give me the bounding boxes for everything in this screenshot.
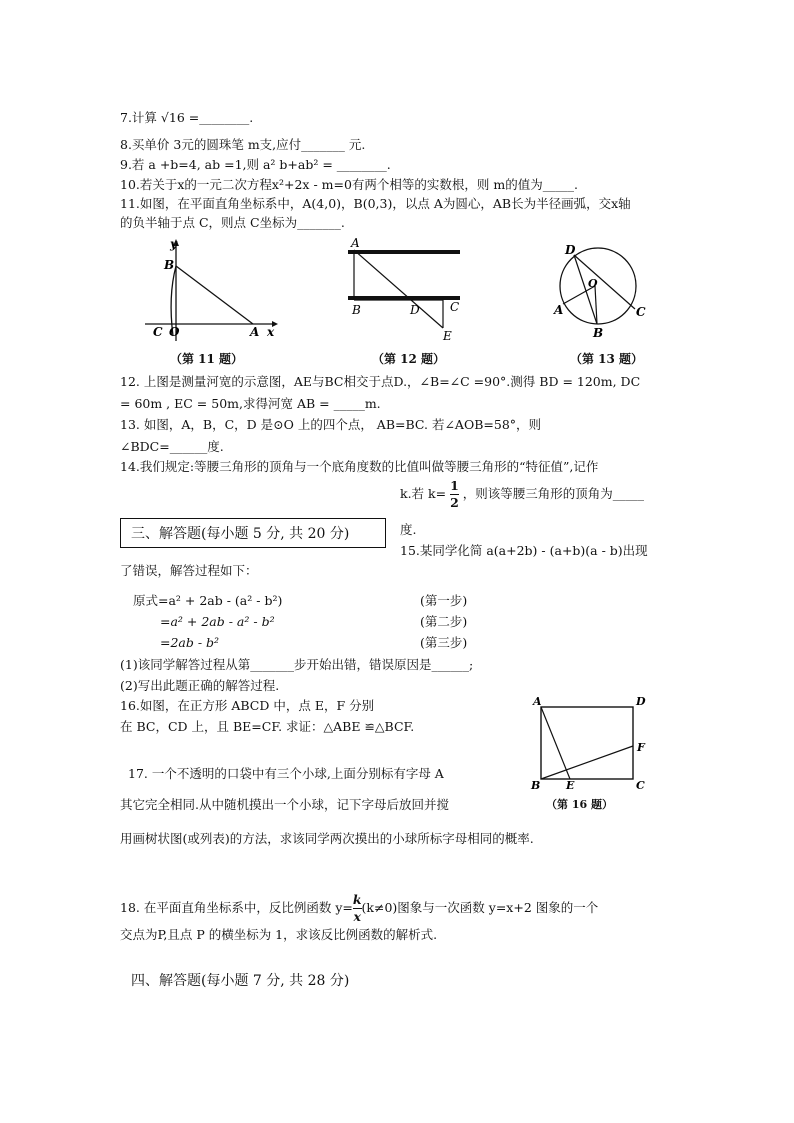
question-11-line2 <box>120 215 345 231</box>
q18-text-a: 18. 在平面直角坐标系中，反比例函数 y= <box>120 900 353 915</box>
question-18-line1 <box>120 892 598 925</box>
question-15-part2: (2)写出此题正确的解答过程. <box>120 678 280 693</box>
segment-ae <box>541 707 570 779</box>
label-d: D <box>636 695 646 708</box>
question-17-line2: 其它完全相同.从中随机摸出一个小球，记下字母后放回并搅 <box>120 797 449 812</box>
q7-text: 7.计算 √16 = <box>120 110 200 125</box>
label-b: B <box>352 303 361 317</box>
question-15-part1: (1)该同学解答过程从第_______步开始出错，错误原因是______; <box>120 657 474 672</box>
question-16-line2: 在 BC，CD 上，且 BE=CF. 求证：△ABE ≌△BCF. <box>120 719 415 734</box>
square-abcd <box>541 707 633 779</box>
frac-numerator: 1 <box>450 478 459 493</box>
q14-k-text: k.若 k= <box>400 486 447 501</box>
q8-unit: 元. <box>348 137 366 152</box>
frac-denominator: 2 <box>450 495 459 510</box>
question-18-line2: 交点为P,且点 P 的横坐标为 1，求该反比例函数的解析式. <box>120 927 438 942</box>
label-a: A <box>250 325 260 339</box>
label-a: A <box>351 236 360 250</box>
figure-13-caption: （第 13 题） <box>570 352 644 366</box>
label-a: A <box>533 695 542 708</box>
question-14-line2 <box>400 478 644 511</box>
q11-text: 的负半轴于点 C，则点 C坐标为 <box>120 215 298 230</box>
q10-blank: _____. <box>542 177 578 192</box>
question-17-line3: 用画树状图(或列表)的方法，求该同学两次摸出的小球所标字母相同的概率. <box>120 831 534 846</box>
label-c: C <box>450 300 460 314</box>
label-c: C <box>636 779 645 792</box>
figure-11-caption: （第 11 题） <box>170 352 244 366</box>
question-12-line1: 12. 上图是测量河宽的示意图，AE与BC相交于点D.，∠B=∠C =90°.测得 BD = 120m, DC <box>120 374 641 389</box>
label-b: B <box>164 258 175 272</box>
figure-12 <box>340 236 470 346</box>
circle-o <box>560 248 636 324</box>
label-o: O <box>169 325 180 339</box>
q11-blank: _______. <box>297 215 345 230</box>
label-d: D <box>410 303 420 317</box>
question-13-line2: ∠BDC=______度. <box>120 439 224 454</box>
question-7 <box>120 110 253 126</box>
label-o: O <box>588 277 598 290</box>
label-e: E <box>443 329 452 343</box>
label-f: F <box>637 741 645 754</box>
section-4-title: 四、解答题(每小题 7 分, 共 28 分) <box>131 973 350 989</box>
question-14-line1: 14.我们规定:等腰三角形的顶角与一个底角度数的比值叫做等腰三角形的“特征值”,记作 <box>120 459 599 474</box>
q9-text: 9.若 a +b=4, ab =1,则 a² b+ab² = <box>120 157 333 172</box>
section-3-title: 三、解答题(每小题 5 分, 共 20 分) <box>120 518 386 548</box>
segment-ab <box>176 266 253 324</box>
question-12-line2: = 60m , EC = 50m,求得河宽 AB = _____m. <box>120 396 381 411</box>
label-c: C <box>153 325 163 339</box>
figure-16-caption: （第 16 题） <box>546 798 613 811</box>
q18-text-b: (k≠0)图象与一次函数 y=x+2 图象的一个 <box>361 900 599 915</box>
figure-16 <box>523 694 673 794</box>
label-e: E <box>566 779 575 792</box>
step-2-label: (第二步) <box>420 614 468 629</box>
q14-tail: ，则该等腰三角形的顶角为_____ <box>462 486 645 501</box>
frac-k: k <box>352 892 362 907</box>
river-bank-bottom <box>348 296 460 300</box>
q10-text: 10.若关于x的一元二次方程x²+2x - m=0有两个相等的实数根，则 m的值为 <box>120 177 543 192</box>
label-d: D <box>565 243 576 257</box>
question-11-line1: 11.如图，在平面直角坐标系中，A(4,0)，B(0,3)，以点 A为圆心，AB长为半径画弧，交x轴 <box>120 196 631 211</box>
frac-x: x <box>353 909 361 924</box>
label-y: y <box>170 237 177 251</box>
figure-13 <box>550 236 650 346</box>
question-10 <box>120 177 578 193</box>
q7-blank: ________. <box>199 110 254 125</box>
question-9 <box>120 157 391 173</box>
river-bank-top <box>348 250 460 254</box>
question-16-line1: 16.如图，在正方形 ABCD 中，点 E，F 分别 <box>120 698 375 713</box>
label-x: x <box>267 325 275 339</box>
fraction-half <box>450 478 459 511</box>
question-15-line2: 了错误，解答过程如下： <box>120 563 258 578</box>
step-3-label: (第三步) <box>420 635 468 650</box>
label-a: A <box>554 303 564 317</box>
figure-11 <box>140 236 280 346</box>
label-b: B <box>531 779 541 792</box>
label-c: C <box>636 305 646 319</box>
step-1-label: (第一步) <box>420 593 468 608</box>
figure-12-caption: （第 12 题） <box>372 352 446 366</box>
step-2-expr: =a² + 2ab - a² - b² <box>160 614 275 629</box>
step-1-expr: 原式=a² + 2ab - (a² - b²) <box>133 593 283 608</box>
question-14-line3: 度. <box>400 522 417 537</box>
label-b: B <box>593 326 604 340</box>
question-13-line1: 13. 如图，A，B，C，D 是⊙O 上的四个点， AB=BC. 若∠AOB=58°，则 <box>120 417 542 432</box>
q9-blank: ________. <box>336 157 391 172</box>
question-17-line1: 17. 一个不透明的口袋中有三个小球,上面分别标有字母 A <box>128 766 444 781</box>
q8-text: 8.买单价 3元的圆珠笔 m支,应付 <box>120 137 302 152</box>
question-15-line1: 15.某同学化简 a(a+2b) - (a+b)(a - b)出现 <box>400 543 648 558</box>
segment-ae <box>354 250 443 328</box>
fraction-k-over-x <box>353 892 362 925</box>
segment-bf <box>541 746 633 779</box>
question-8 <box>120 137 365 153</box>
q8-blank: _______ <box>301 137 345 152</box>
step-3-expr: =2ab - b² <box>160 635 220 650</box>
